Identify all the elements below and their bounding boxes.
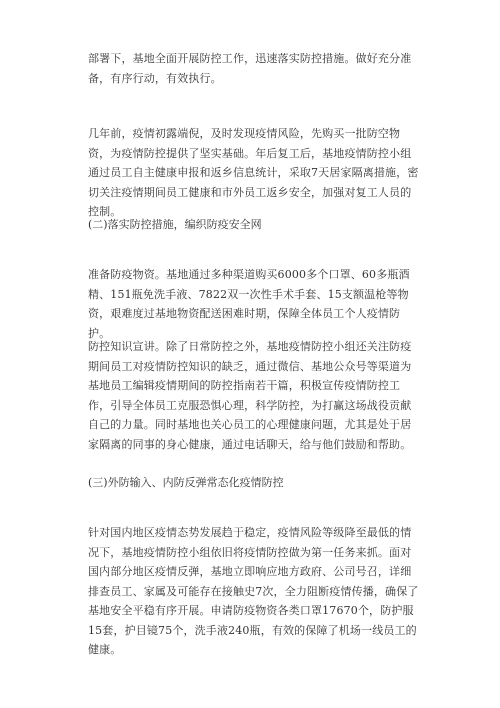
section-heading-2: (二)落实防控措施，编织防疫安全网 [88, 218, 262, 231]
paragraph-intro-continuation: 部署下，基地全面开展防控工作，迅速落实防控措施。做好充分准备，有序行动，有效执行。 [88, 52, 412, 85]
paragraph-knowledge: 防控知识宣讲。除了日常防控之外，基地疫情防控小组还关注防疫期间员工对疫情防控知识的缺乏，通过微信、基地公众号等渠道为基地员工编辑疫情期间的防控指南若干篇，积极宣传疫情防控工作，引导全体员工克服恐惧心理，科学防控，为打赢这场战役贡献自己的力量。同时基地也关心员工的心理健康问题，尤其是处于居家隔离的同事的身心健康，通过电话聊天，给与他们鼓励和帮助。 [88, 340, 412, 451]
paragraph-early-prevention: 几年前，疫情初露端倪，及时发现疫情风险，先购买一批防空物资，为疫情防控提供了坚实基础。年后复工后，基地疫情防控小组通过员工自主健康申报和返乡信息统计，采取7天居家隔离措施，密切关注疫情期间员工健康和市外员工返乡安全，加强对复工人员的控制。 [88, 127, 419, 218]
section-heading-3: (三)外防输入、内防反弹常态化疫情防控 [88, 476, 284, 489]
paragraph-supplies: 准备防疫物资。基地通过多种渠道购买6000多个口罩、60多瓶酒精、151瓶免洗手液、7822双一次性手术手套、15支额温枪等物资，艰难度过基地物资配送困难时期，保障全体员工个人疫情防护。 [88, 268, 410, 340]
paragraph-normalized-control: 针对国内地区疫情态势发展趋于稳定，疫情风险等级降至最低的情况下，基地疫情防控小组依旧将疫情防控做为第一任务来抓。面对国内部分地区疫情反弹，基地立即响应地方政府、公司号召，详细排查员工、家属及可能存在接触史7次，全力阻断疫情传播，确保了基地安全平稳有序开展。申请防疫物资各类口罩17670个，防护服15套，护目镜75个，洗手液240瓶，有效的保障了机场一线员工的健康。 [88, 526, 419, 656]
